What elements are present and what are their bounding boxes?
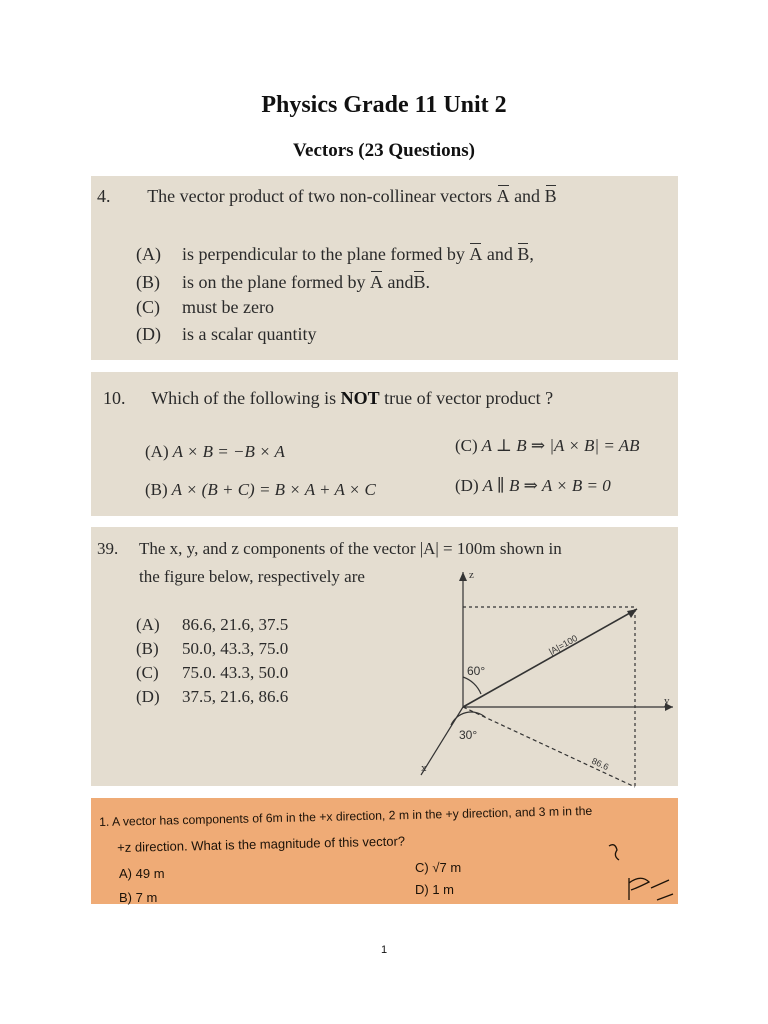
conjunction: and [387,272,414,292]
option-letter: (D) [136,687,160,706]
question-1-scan [91,798,678,904]
option-letter: (D) [455,476,479,495]
punctuation: , [529,244,534,264]
vector-a: A [369,272,383,292]
option-letter: (B) [145,480,168,499]
question-stem-text: true of vector product ? [384,388,554,408]
angle-arc-60 [463,677,481,694]
option-letter: (C) [455,436,478,455]
option-a [136,615,288,635]
question-1-stem-line2: +z direction. What is the magnitude of this vector? [117,833,406,855]
emphasis-not: NOT [340,388,380,408]
projection-label: 86.6 [590,755,611,773]
option-letter: C) [415,860,429,875]
option-letter: (A) [136,615,160,634]
option-text: A ⊥ B ⇒ |A × B| = AB [481,436,640,455]
angle-60-label: 60° [467,664,486,678]
question-stem-text: The x, y, and z components of the vector |A| = 100m shown in [139,539,562,558]
x-axis-label: x [421,762,427,774]
option-d [455,476,611,496]
conjunction: and [514,186,541,206]
option-c [415,860,461,875]
option-letter: (C) [136,663,159,682]
vector-magnitude-label: |A|=100 [547,632,580,657]
option-b [136,272,430,293]
y-axis-label: y [664,695,670,707]
question-stem-text: Which of the following is [151,388,337,408]
question-number: 10. [103,388,126,408]
xy-projection-line [463,707,635,787]
option-letter: D) [415,882,429,897]
option-text: 50.0, 43.3, 75.0 [182,639,289,658]
option-text: 49 m [135,866,165,881]
question-4-stem [97,186,557,207]
option-text: 86.6, 21.6, 37.5 [182,615,289,634]
option-text: A × (B + C) = B × A + A × C [171,480,376,499]
option-text: must be zero [182,297,274,317]
question-stem-text: The vector product of two non-collinear vectors [147,186,493,206]
punctuation: . [425,272,430,292]
conjunction: and [486,244,513,264]
option-d [136,324,316,345]
z-arrowhead [459,572,467,581]
page-subtitle: Vectors (23 Questions) [293,140,475,161]
question-10-scan [91,372,678,516]
option-c [136,297,274,318]
z-axis-label: z [469,569,474,581]
option-letter: (B) [136,639,159,658]
question-4-scan [91,176,678,360]
option-text: 7 m [135,890,158,905]
option-letter: B) [119,890,132,905]
option-text: 75.0. 43.3, 50.0 [182,663,289,682]
option-text: √7 m [432,860,462,875]
vector-b: B [517,244,530,264]
question-10-stem [103,388,553,409]
option-d [415,882,454,897]
question-number: 39. [97,539,119,558]
option-c [455,436,640,456]
option-text: is on the plane formed by [182,272,366,292]
page-title: Physics Grade 11 Unit 2 [261,92,507,118]
option-b [119,890,157,905]
option-text: 37.5, 21.6, 86.6 [182,687,289,706]
option-text: 1 m [432,882,455,897]
option-letter: (D) [136,324,161,344]
option-b [136,639,288,659]
option-letter: A) [119,866,132,881]
option-letter: (B) [136,272,160,292]
vector-a-line [463,609,637,707]
option-a [136,244,534,265]
option-a [119,866,165,881]
option-b [145,480,376,500]
option-a [145,442,285,462]
vector-b: B [413,272,426,292]
question-39-stem-line1 [97,539,562,559]
question-1-stem-line1: 1. A vector has components of 6m in the +x direction, 2 m in the +y direction, and 3 m in the [99,803,593,829]
question-39-scan [91,527,678,786]
question-39-stem-line2: the figure below, respectively are [139,567,365,586]
question-number: 4. [97,186,111,206]
option-d [136,687,288,707]
option-c [136,663,288,683]
angle-30-label: 30° [459,728,478,742]
option-text: is a scalar quantity [182,324,317,344]
option-letter: (C) [136,297,160,317]
angle-arc-30 [451,712,485,725]
option-text: A ∥ B ⇒ A × B = 0 [482,476,611,495]
page-number: 1 [380,944,388,956]
option-text: is perpendicular to the plane formed by [182,244,465,264]
vector-a: A [469,244,483,264]
vector-component-figure [421,557,681,787]
vector-a: A [496,186,510,206]
option-text: A × B = −B × A [172,442,285,461]
option-letter: (A) [145,442,169,461]
handwritten-scribble [601,838,676,904]
option-letter: (A) [136,244,161,264]
vector-b: B [544,186,557,206]
